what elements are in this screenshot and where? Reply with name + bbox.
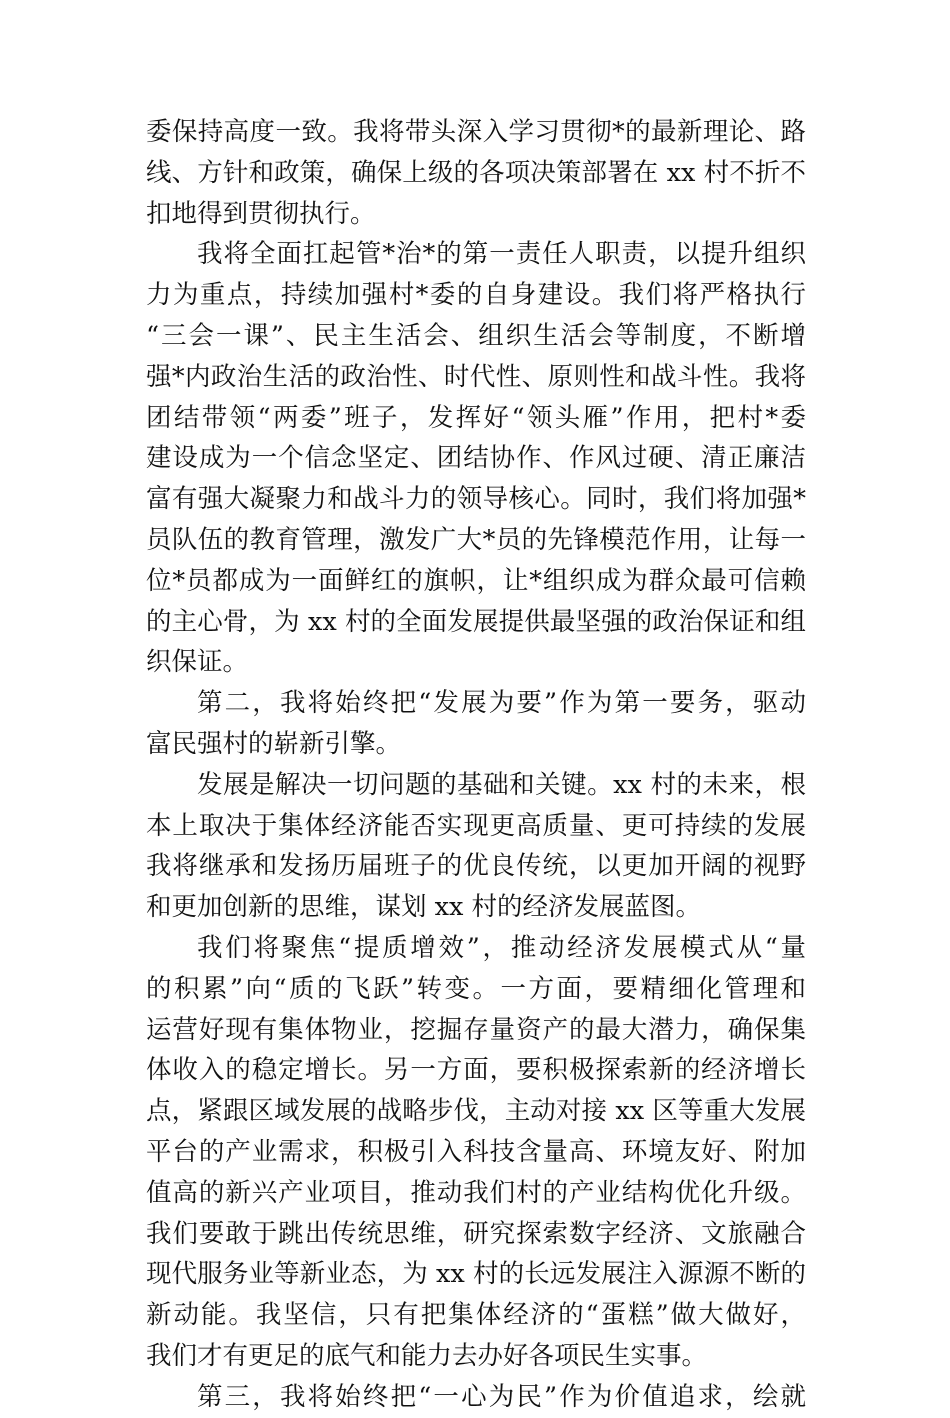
text-line: 富有强大凝聚力和战斗力的领导核心。同时，我们将加强* — [146, 484, 806, 515]
text-line: 扣地得到贯彻执行。 — [146, 198, 376, 229]
text-line: 现代服务业等新业态，为 xx 村的长远发展注入源源不断的 — [146, 1259, 806, 1290]
text-line: 强*内政治生活的政治性、时代性、原则性和战斗性。我将 — [146, 361, 806, 392]
paragraph-first-line: 第三，我将始终把“一心为民”作为价值追求，绘就 — [197, 1381, 806, 1412]
text-line: 力为重点，持续加强村*委的自身建设。我们将严格执行 — [146, 280, 806, 311]
paragraph-first-line: 第二，我将始终把“发展为要”作为第一要务，驱动 — [197, 688, 806, 719]
text-line: 织保证。 — [146, 647, 249, 678]
text-line: 委保持高度一致。我将带头深入学习贯彻*的最新理论、路 — [146, 117, 806, 147]
text-line: 富民强村的崭新引擎。 — [146, 728, 402, 759]
text-line: 员队伍的教育管理，激发广大*员的先锋模范作用，让每一 — [146, 524, 806, 555]
text-line: 位*员都成为一面鲜红的旗帜，让*组织成为群众最可信赖 — [146, 565, 806, 596]
text-line: 我将继承和发扬历届班子的优良传统，以更加开阔的视野 — [146, 851, 806, 882]
text-line: 平台的产业需求，积极引入科技含量高、环境友好、附加 — [146, 1136, 806, 1167]
paragraph-first-line: 我们将聚焦“提质增效”，推动经济发展模式从“量 — [197, 932, 806, 963]
text-line: 的主心骨，为 xx 村的全面发展提供最坚强的政治保证和组 — [146, 606, 806, 637]
text-line: 我们才有更足的底气和能力去办好各项民生实事。 — [146, 1340, 708, 1371]
text-line: 值高的新兴产业项目，推动我们村的产业结构优化升级。 — [146, 1177, 806, 1208]
text-line: 运营好现有集体物业，挖掘存量资产的最大潜力，确保集 — [146, 1014, 806, 1045]
text-line: 本上取决于集体经济能否实现更高质量、更可持续的发展 — [146, 810, 806, 841]
document-page — [146, 112, 806, 1418]
text-line: 和更加创新的思维，谋划 xx 村的经济发展蓝图。 — [146, 892, 701, 923]
text-line: 体收入的稳定增长。另一方面，要积极探索新的经济增长 — [146, 1055, 806, 1086]
text-line: 新动能。我坚信，只有把集体经济的“蛋糕”做大做好， — [146, 1300, 806, 1331]
paragraph-first-line: 发展是解决一切问题的基础和关键。xx 村的未来，根 — [197, 769, 806, 800]
text-line: 建设成为一个信念坚定、团结协作、作风过硬、清正廉洁 — [146, 443, 806, 474]
text-line: 团结带领“两委”班子，发挥好“领头雁”作用，把村*委 — [146, 402, 806, 433]
text-line: 的积累”向“质的飞跃”转变。一方面，要精细化管理和 — [146, 973, 806, 1004]
paragraph-first-line: 我将全面扛起管*治*的第一责任人职责，以提升组织 — [197, 239, 806, 270]
text-line: 我们要敢于跳出传统思维，研究探索数字经济、文旅融合 — [146, 1218, 806, 1249]
text-line: “三会一课”、民主生活会、组织生活会等制度，不断增 — [146, 320, 806, 351]
text-line: 线、方针和政策，确保上级的各项决策部署在 xx 村不折不 — [146, 157, 806, 188]
text-line: 点，紧跟区域发展的战略步伐，主动对接 xx 区等重大发展 — [146, 1096, 806, 1127]
